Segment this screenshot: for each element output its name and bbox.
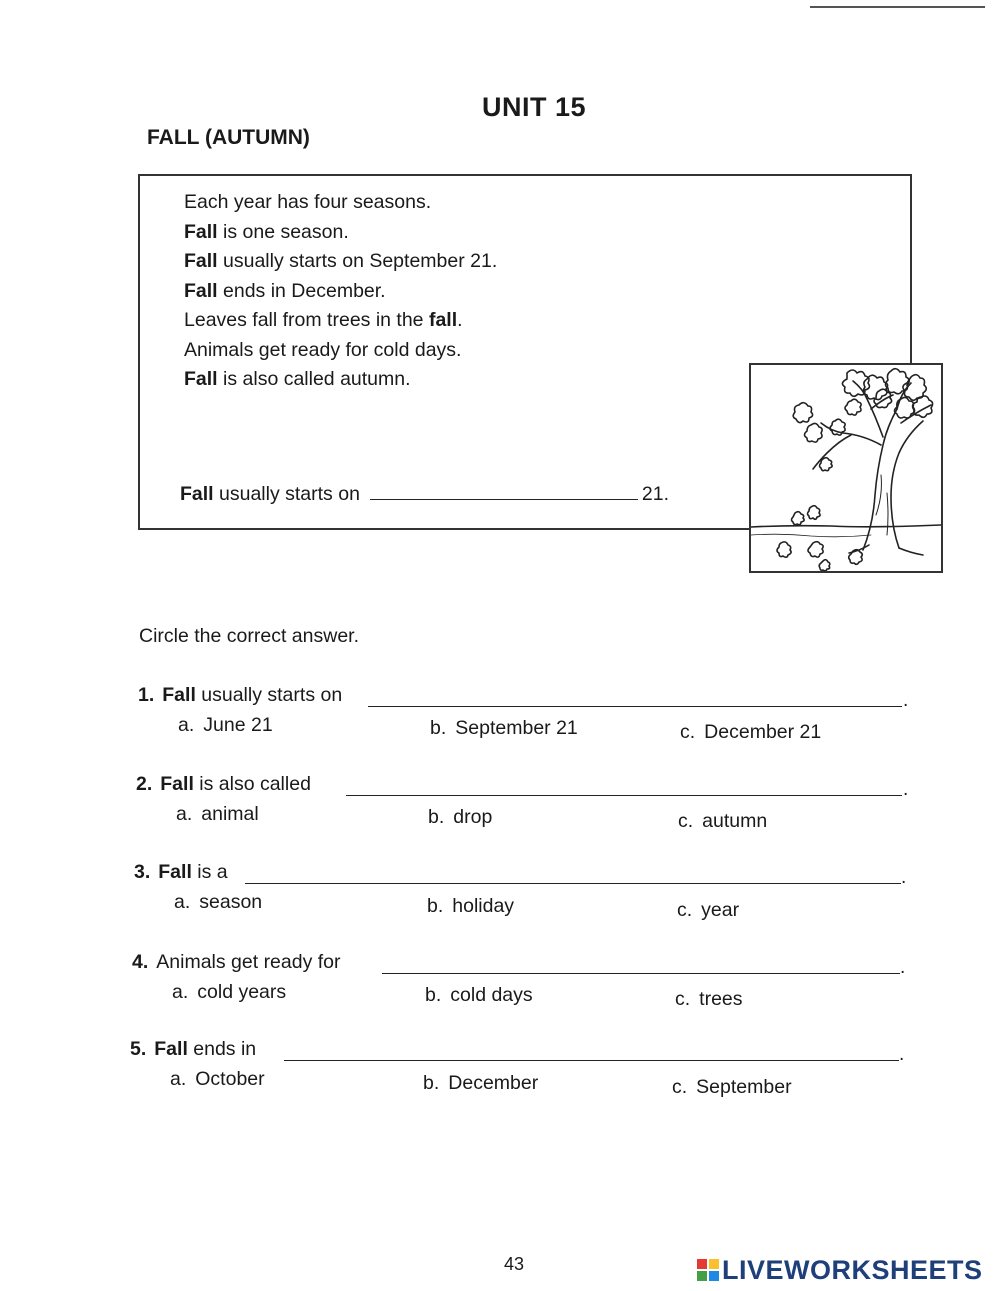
reading-line: Fall is one season. — [184, 220, 349, 243]
question-5 — [0, 1038, 1000, 1118]
option-b[interactable]: b. holiday — [427, 895, 515, 917]
option-b[interactable]: b. September 21 — [430, 717, 578, 739]
option-a[interactable]: a. season — [174, 891, 263, 913]
reading-line: Leaves fall from trees in the fall. — [184, 309, 463, 331]
liveworksheets-logo-icon — [697, 1259, 719, 1281]
top-edge-rule — [810, 6, 985, 8]
period: . — [900, 957, 906, 978]
page-number: 43 — [504, 1254, 525, 1274]
reading-line: Each year has four seasons. — [184, 191, 432, 213]
question-3 — [0, 861, 1000, 941]
option-c[interactable]: c. trees — [675, 988, 743, 1010]
period: . — [899, 1044, 905, 1065]
fill-in-blank[interactable] — [370, 483, 638, 500]
option-b[interactable]: b. cold days — [425, 984, 533, 1006]
option-b[interactable]: b. drop — [428, 806, 493, 828]
reading-line: Fall ends in December. — [184, 279, 386, 302]
answer-blank[interactable] — [382, 973, 900, 974]
instructions: Circle the correct answer. — [139, 625, 359, 647]
option-c[interactable]: c. September — [672, 1076, 792, 1098]
answer-blank[interactable] — [368, 706, 902, 707]
fill-in-sentence: Fall usually starts on 21. — [180, 483, 670, 505]
question-2 — [0, 773, 1000, 853]
option-a[interactable]: a. October — [170, 1068, 265, 1090]
option-a[interactable]: a. animal — [176, 803, 259, 825]
liveworksheets-brand[interactable] — [697, 1255, 983, 1285]
question-prompt: 5. Fall ends in — [130, 1038, 257, 1060]
section-title: FALL (AUTUMN) — [147, 126, 310, 149]
option-a[interactable]: a. cold years — [172, 981, 287, 1003]
logo-square — [709, 1259, 719, 1269]
autumn-tree-illustration — [749, 363, 943, 573]
unit-title: UNIT 15 — [482, 92, 587, 122]
option-a[interactable]: a. June 21 — [178, 714, 273, 736]
option-c[interactable]: c. year — [677, 899, 740, 921]
question-prompt: 4. Animals get ready for — [132, 951, 341, 973]
logo-square — [697, 1271, 707, 1281]
period: . — [903, 690, 909, 711]
answer-blank[interactable] — [245, 883, 901, 884]
option-b[interactable]: b. December — [423, 1072, 539, 1094]
brand-name: LIVEWORKSHEETS — [722, 1254, 983, 1285]
question-4 — [0, 951, 1000, 1031]
option-c[interactable]: c. December 21 — [680, 721, 822, 743]
logo-square — [697, 1259, 707, 1269]
reading-passage — [184, 188, 497, 395]
question-prompt: 1. Fall usually starts on — [138, 684, 343, 706]
option-c[interactable]: c. autumn — [678, 810, 768, 832]
answer-blank[interactable] — [284, 1060, 899, 1061]
reading-line: Animals get ready for cold days. — [184, 338, 462, 361]
question-prompt: 3. Fall is a — [134, 861, 228, 883]
answer-blank[interactable] — [346, 795, 902, 796]
period: . — [903, 779, 909, 800]
period: . — [901, 867, 907, 888]
question-prompt: 2. Fall is also called — [136, 773, 311, 795]
reading-line: Fall is also called autumn. — [184, 368, 411, 390]
reading-line: Fall usually starts on September 21. — [184, 250, 498, 272]
question-1 — [0, 684, 1000, 764]
tree-drawing — [751, 365, 941, 571]
logo-square — [709, 1271, 719, 1281]
